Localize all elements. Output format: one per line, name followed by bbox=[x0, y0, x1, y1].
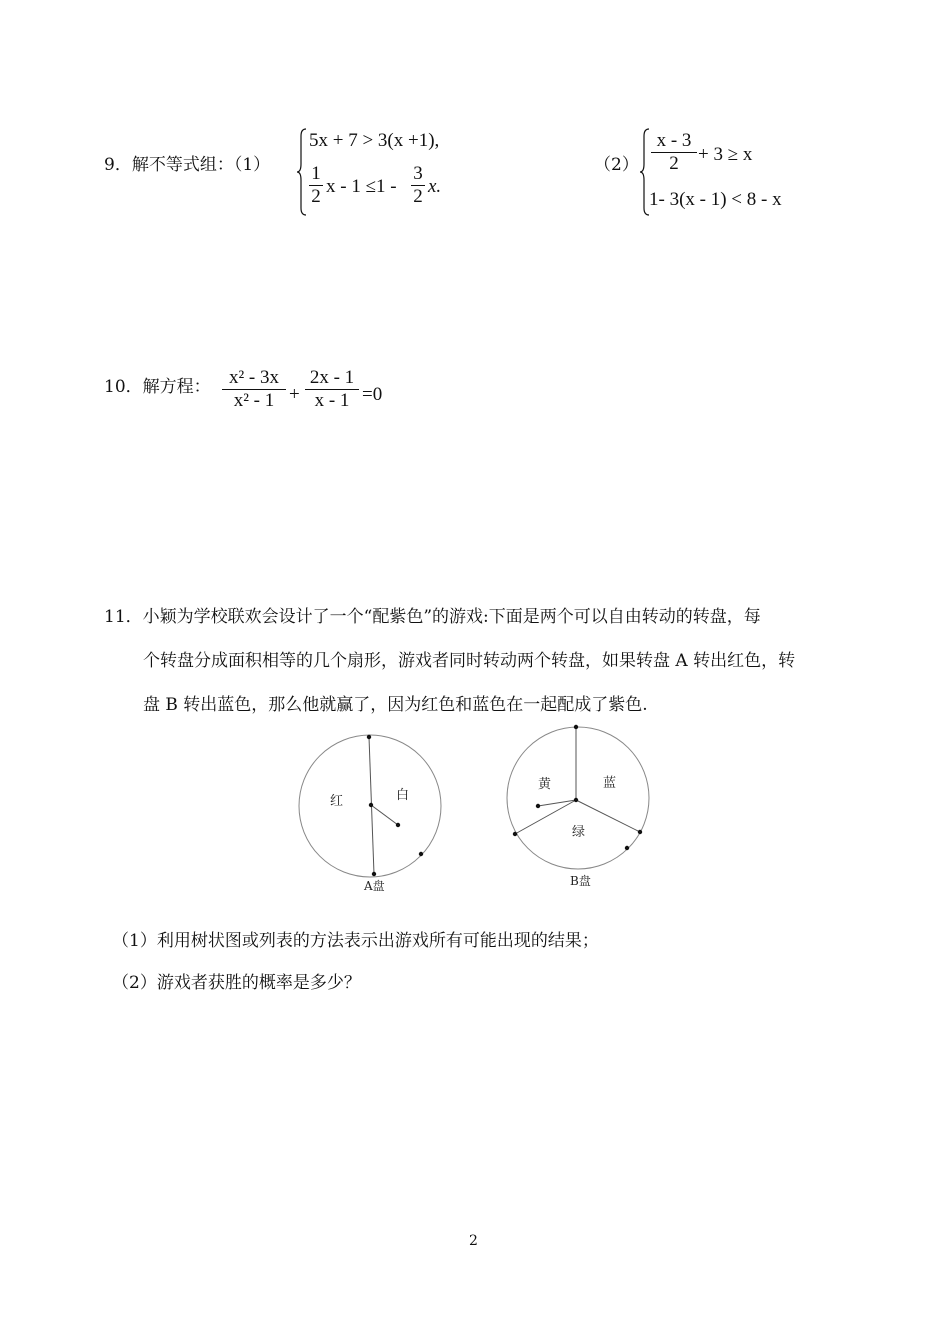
q9-sys2-line2: 1- 3(x - 1) < 8 - x bbox=[649, 189, 782, 210]
q9-sys1-frac1 bbox=[309, 163, 323, 208]
q9-label: 9．解不等式组：（1） bbox=[104, 155, 271, 175]
q10-frac1-num: x² - 3x bbox=[228, 367, 280, 388]
q9-sys1-frac1-den: 2 bbox=[309, 185, 323, 208]
spinner-a-label-white: 白 bbox=[396, 788, 410, 803]
spinner-a-pointer bbox=[371, 805, 398, 825]
q9-sys2-frac bbox=[651, 130, 697, 175]
q11-line3: 盘 B 转出蓝色，那么他就赢了，因为红色和蓝色在一起配成了紫色. bbox=[143, 695, 648, 715]
q10-frac2-num: 2x - 1 bbox=[309, 367, 355, 388]
page-number: 2 bbox=[469, 1233, 478, 1249]
spinner-a-label-red: 红 bbox=[330, 794, 344, 809]
spinner-b-caption: B盘 bbox=[570, 874, 591, 888]
system-brace-1 bbox=[296, 128, 308, 216]
spinner-a-figure bbox=[290, 728, 460, 898]
q9-sys1-line2-mid: x - 1 ≤1 - bbox=[326, 176, 397, 197]
q9-sys2-frac-den: 2 bbox=[651, 152, 697, 175]
spinner-a-dot-center bbox=[369, 803, 373, 807]
q11-sub1: （1）利用树状图或列表的方法表示出游戏所有可能出现的结果； bbox=[112, 931, 599, 951]
spinner-b-dot-edge bbox=[625, 846, 629, 850]
q10-plus: + bbox=[289, 384, 300, 405]
spinner-a-caption: A盘 bbox=[364, 879, 385, 893]
spinner-b-dot-left bbox=[513, 832, 517, 836]
q9-sys2-frac-num: x - 3 bbox=[656, 130, 692, 151]
spinner-b-dot-top bbox=[574, 725, 578, 729]
spinner-a-dot-top bbox=[367, 735, 371, 739]
q11-line2: 个转盘分成面积相等的几个扇形，游戏者同时转动两个转盘，如果转盘 A 转出红色，转 bbox=[143, 651, 796, 671]
spinner-b-dot-pointer bbox=[536, 804, 540, 808]
q10-frac1 bbox=[222, 367, 286, 412]
q9-sys1-line1: 5x + 7 > 3(x +1), bbox=[309, 130, 440, 151]
spinner-a-dot-bottom bbox=[372, 872, 376, 876]
q9-label-2: （2） bbox=[594, 155, 639, 175]
spinner-b-label-green: 绿 bbox=[572, 825, 586, 840]
q10-rest: =0 bbox=[362, 384, 383, 405]
spinner-b-divider-3 bbox=[576, 800, 640, 832]
q9-sys1-frac1-num: 1 bbox=[311, 163, 321, 184]
spinner-b-label-yellow: 黄 bbox=[538, 777, 552, 792]
q11-line1: 11．小颖为学校联欢会设计了一个“配紫色”的游戏:下面是两个可以自由转动的转盘，每 bbox=[104, 607, 761, 627]
spinner-b-figure bbox=[500, 724, 660, 894]
spinner-a-dot-edge bbox=[419, 852, 423, 856]
q9-sys2-line1-rest: + 3 ≥ x bbox=[698, 144, 753, 165]
q9-sys1-line2-end: x. bbox=[428, 176, 442, 197]
q9-sys1-frac2-num: 3 bbox=[413, 163, 423, 184]
spinner-a-dot-pointer bbox=[396, 823, 400, 827]
spinner-b-dot-right bbox=[638, 830, 642, 834]
q10-frac2-den: x - 1 bbox=[305, 389, 359, 412]
q10-frac1-den: x² - 1 bbox=[222, 389, 286, 412]
q10-label: 10．解方程： bbox=[104, 377, 211, 397]
q9-sys1-frac2 bbox=[411, 163, 425, 208]
q10-frac2 bbox=[305, 367, 359, 412]
q11-sub2: （2）游戏者获胜的概率是多少？ bbox=[112, 973, 361, 993]
spinner-b-dot-center bbox=[574, 798, 578, 802]
spinner-b-label-blue: 蓝 bbox=[603, 776, 617, 791]
q9-sys1-frac2-den: 2 bbox=[411, 185, 425, 208]
